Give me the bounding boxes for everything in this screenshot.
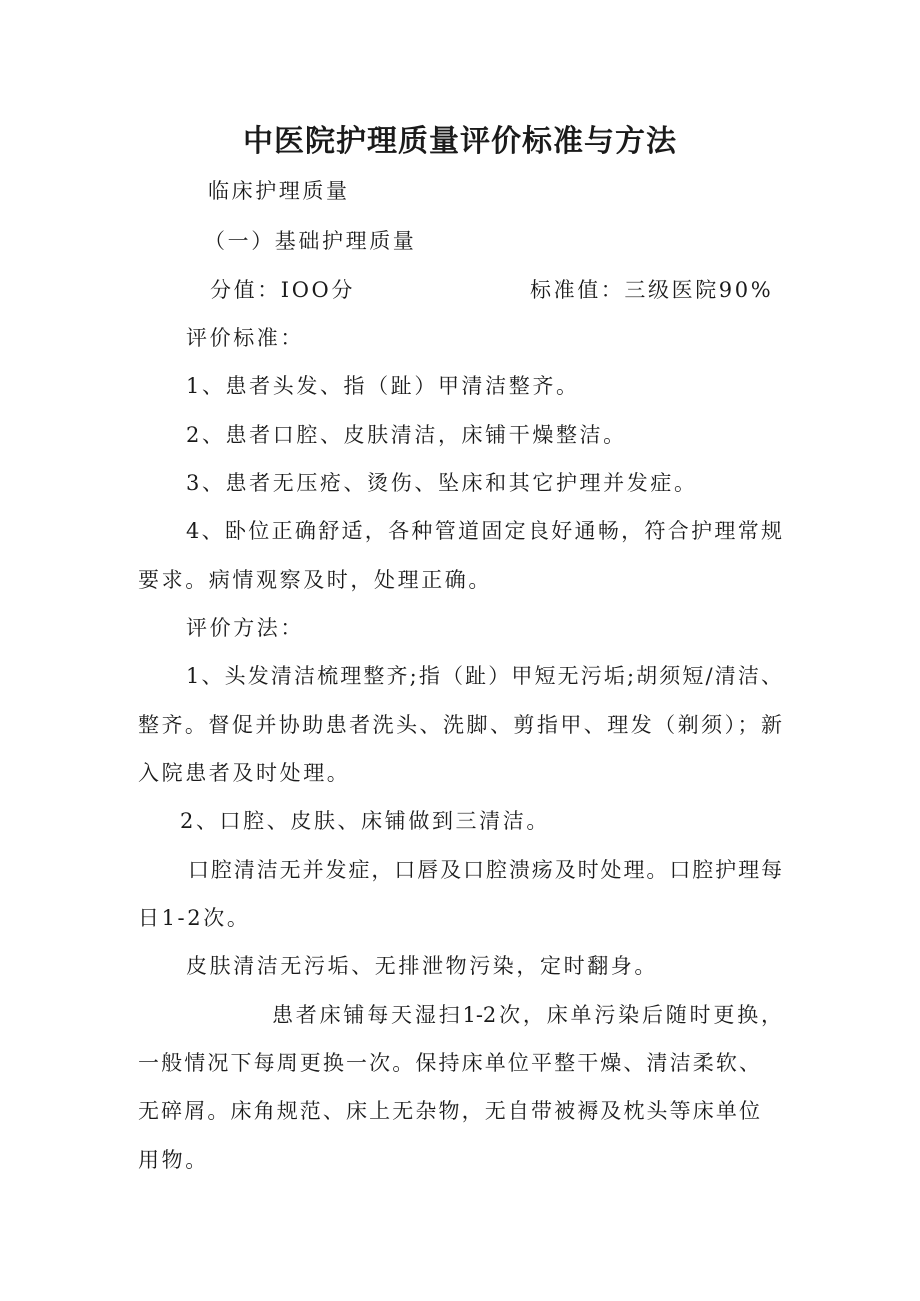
methods-heading: 评价方法： [186,616,304,640]
method-paragraph-continued: 日1-2次。 [138,906,251,930]
standard-value: 标准值：三级医院90% [530,278,774,302]
criteria-heading: 评价标准： [186,326,304,350]
method-paragraph-continued: 一般情况下每周更换一次。保持床单位平整干燥、清洁柔软、 [138,1051,760,1075]
document-title: 中医院护理质量评价标准与方法 [243,124,677,159]
criteria-item: 3、患者无压疮、烫伤、坠床和其它护理并发症。 [186,471,698,495]
method-paragraph-continued: 无碎屑。床角规范、床上无杂物，无自带被褥及枕头等床单位 [138,1099,760,1123]
subsection-heading: （一）基础护理质量 [204,229,417,253]
criteria-item-continued: 要求。病情观察及时，处理正确。 [138,568,492,592]
method-item: 1、头发清洁梳理整齐;指（趾）甲短无污垢;胡须短/清洁、 [186,664,782,688]
score-value: 分值：IOO分 [210,278,355,302]
criteria-item: 2、患者口腔、皮肤清洁，床铺干燥整洁。 [186,423,627,447]
criteria-item: 1、患者头发、指（趾）甲清洁整齐。 [186,374,580,398]
method-paragraph: 口腔清洁无并发症，口唇及口腔溃疡及时处理。口腔护理每 [188,858,782,882]
method-item-continued: 入院患者及时处理。 [138,761,351,785]
criteria-item: 4、卧位正确舒适，各种管道固定良好通畅，符合护理常规 [186,519,782,543]
section-heading: 临床护理质量 [208,179,350,203]
method-item: 2、口腔、皮肤、床铺做到三清洁。 [180,809,550,833]
method-paragraph: 皮肤清洁无污垢、无排泄物污染，定时翻身。 [186,954,658,978]
method-item-continued: 整齐。督促并协助患者洗头、洗脚、剪指甲、理发（剃须）；新 [138,713,782,737]
method-paragraph: 患者床铺每天湿扫1-2次，床单污染后随时更换， [272,1003,782,1027]
method-paragraph-continued: 用物。 [138,1148,209,1172]
